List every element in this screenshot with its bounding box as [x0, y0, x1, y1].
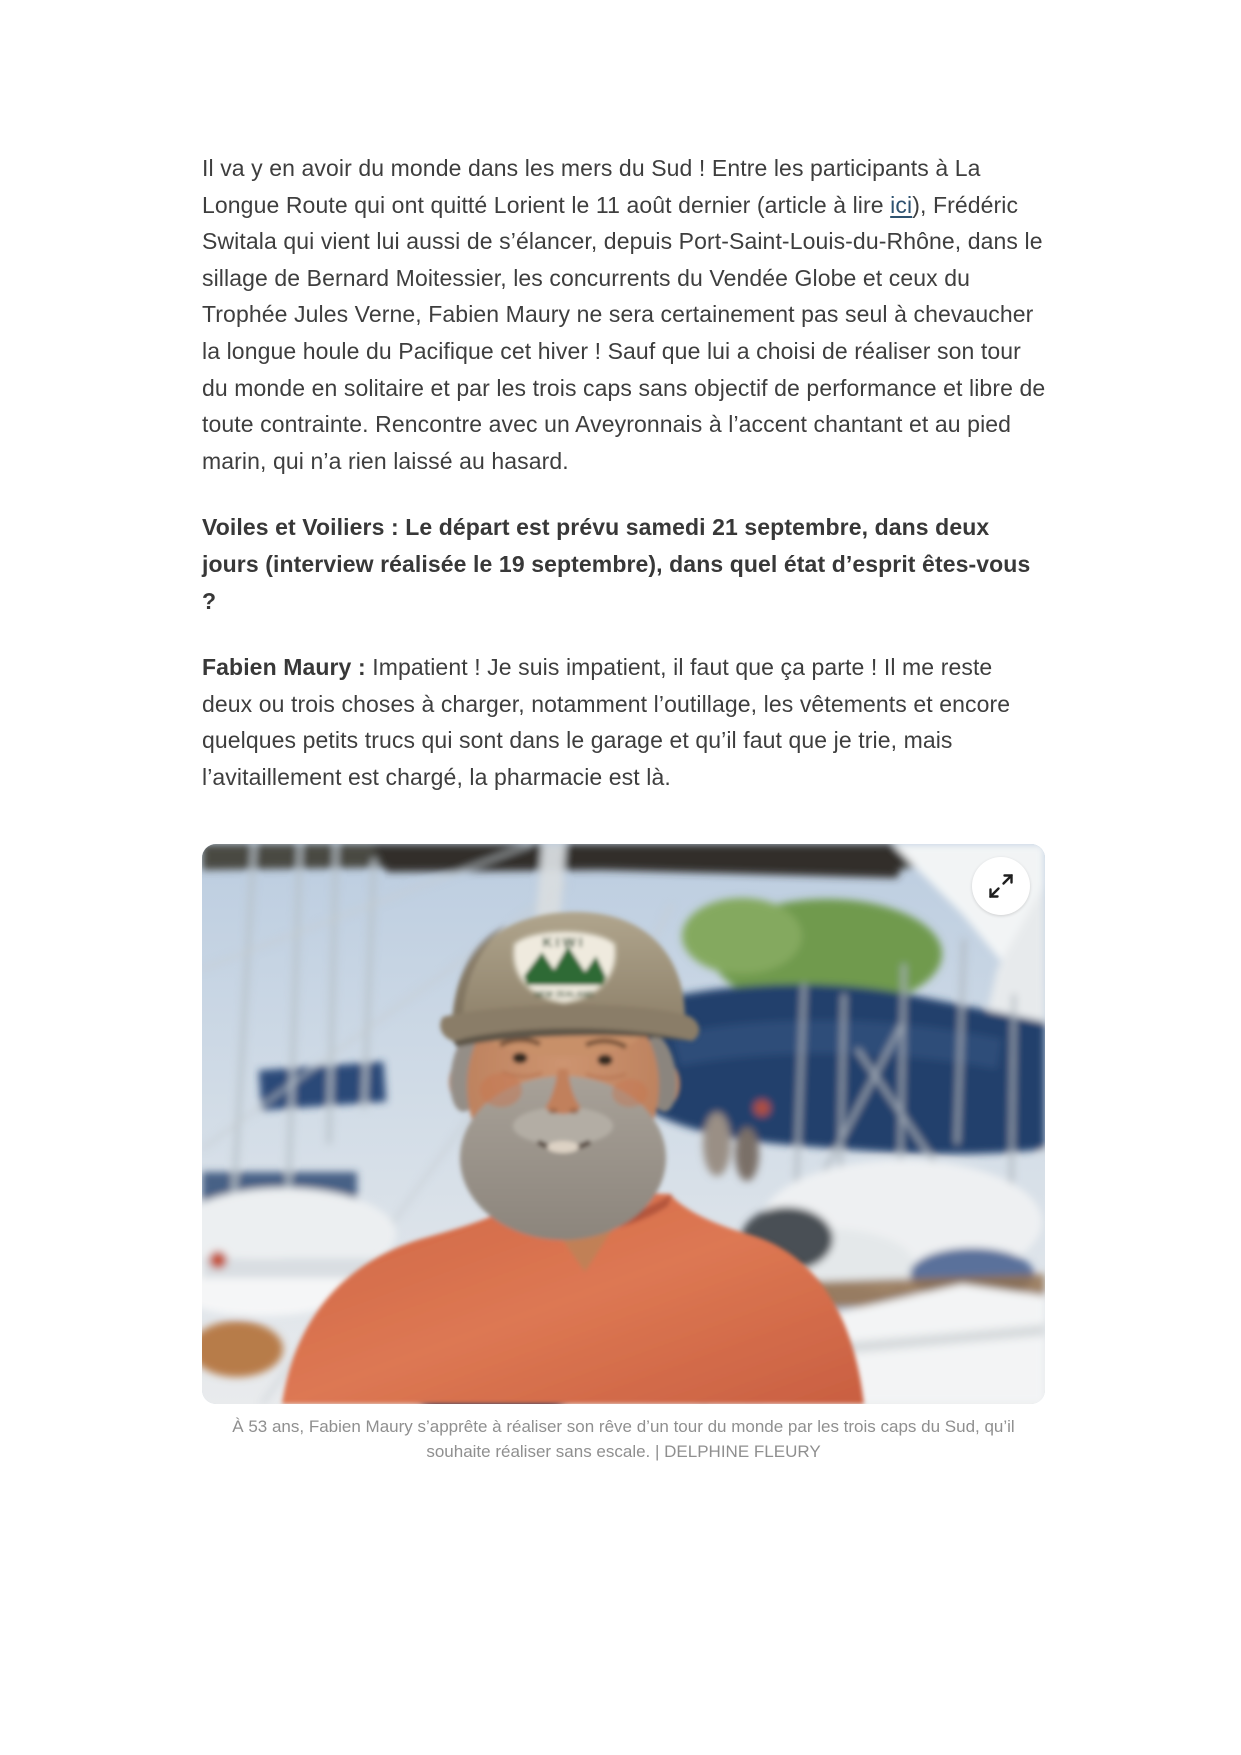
cap-patch-text-nz: NEW ZEALAND	[534, 989, 594, 999]
marina-portrait-illustration	[202, 844, 1045, 1404]
article-photo[interactable]	[202, 844, 1045, 1404]
intro-text-after-link: ), Frédéric Switala qui vient lui aussi de s’élancer, depuis Port-Saint-Louis-du-Rhône, dans le sillage de Bernard Moitessier, les concurrents du Vendée Globe et ceux du Trophée Jules Verne, Fabien Maury ne sera certainement pas seul à chevaucher la longue houle du Pacifique cet hiver ! Sauf que lui a choisi de réaliser son tour du monde en solitaire et par les trois caps sans objectif de performance et libre de toute contrainte. Rencontre avec un Aveyronnais à l’accent chantant et au pied marin, qui n’a rien laissé au hasard.	[202, 191, 1046, 474]
cap-patch-text-kiwi: KIWI	[542, 933, 586, 950]
intro-text-before-link: Il va y en avoir du monde dans les mers du Sud ! Entre les participants à La Longue Route qui ont quitté Lorient le 11 août dernier (article à lire	[202, 155, 981, 218]
article-link-ici[interactable]: ici	[890, 191, 913, 218]
article-body	[202, 150, 1047, 1464]
expand-photo-button[interactable]	[972, 857, 1030, 915]
interview-question: Voiles et Voiliers : Le départ est prévu samedi 21 septembre, dans deux jours (interview réalisée le 19 septembre), dans quel état d’esprit êtes-vous ?	[202, 514, 1031, 614]
speaker-name: Fabien Maury :	[202, 654, 373, 681]
expand-icon	[986, 871, 1016, 901]
answer-text: Impatient ! Je suis impatient, il faut que ça parte ! Il me reste deux ou trois choses à charger, notamment l’outillage, les vêtements et encore quelques petits trucs qui sont dans le garage et qu’il faut que je trie, mais l’avitaillement est chargé, la pharmacie est là.	[202, 654, 1011, 790]
article-figure	[202, 844, 1045, 1464]
photo-caption: À 53 ans, Fabien Maury s’apprête à réaliser son rêve d’un tour du monde par les trois caps du Sud, qu’il souhaite réaliser sans escale. | DELPHINE FLEURY	[232, 1416, 1015, 1461]
intro-paragraph	[202, 150, 1047, 479]
interview-answer	[202, 649, 1047, 795]
